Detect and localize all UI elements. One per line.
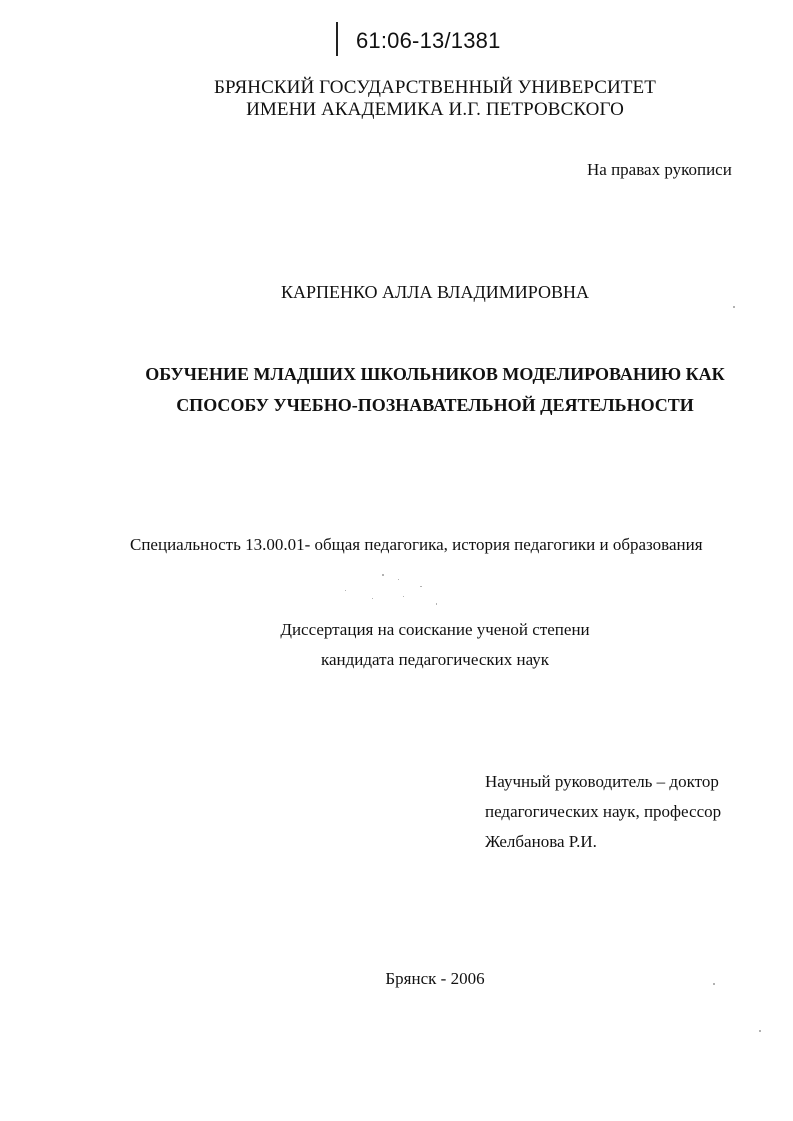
scan-speck <box>382 574 384 576</box>
archive-stamp-code: 61:06-13/1381 <box>356 28 501 53</box>
scan-speck <box>759 1030 761 1032</box>
advisor-line-3: Желбанова Р.И. <box>485 832 597 851</box>
degree-line-2: кандидата педагогических наук <box>320 650 550 669</box>
scan-speck <box>372 598 373 599</box>
university-name-line-2: ИМЕНИ АКАДЕМИКА И.Г. ПЕТРОВСКОГО <box>246 99 624 120</box>
advisor-line-2: педагогических наук, профессор <box>485 802 722 821</box>
university-name-line-1: БРЯНСКИЙ ГОСУДАРСТВЕННЫЙ УНИВЕРСИТЕТ <box>214 77 656 98</box>
degree-statement <box>0 615 793 675</box>
manuscript-rights-note: На правах рукописи <box>587 160 732 179</box>
university-name <box>0 77 793 121</box>
scan-speck <box>398 579 399 580</box>
city-and-year: Брянск - 2006 <box>385 969 485 988</box>
scan-speck <box>420 586 422 587</box>
scan-speck <box>403 596 404 597</box>
stamp-mark <box>336 22 338 56</box>
scan-speck <box>713 983 715 985</box>
degree-line-1: Диссертация на соискание ученой степени <box>280 620 590 639</box>
dissertation-title <box>0 359 793 421</box>
advisor-line-1: Научный руководитель – доктор <box>485 772 719 791</box>
scan-speck <box>345 590 346 591</box>
scan-speck <box>436 603 437 605</box>
scientific-advisor <box>485 767 721 857</box>
title-line-2: СПОСОБУ УЧЕБНО-ПОЗНАВАТЕЛЬНОЙ ДЕЯТЕЛЬНОСТИ <box>176 395 694 415</box>
title-line-1: ОБУЧЕНИЕ МЛАДШИХ ШКОЛЬНИКОВ МОДЕЛИРОВАНИЮ КАК <box>145 364 725 384</box>
scan-speck <box>733 306 735 308</box>
author-name: КАРПЕНКО АЛЛА ВЛАДИМИРОВНА <box>280 282 590 302</box>
specialty-line: Специальность 13.00.01- общая педагогика, история педагогики и образования <box>130 535 703 554</box>
